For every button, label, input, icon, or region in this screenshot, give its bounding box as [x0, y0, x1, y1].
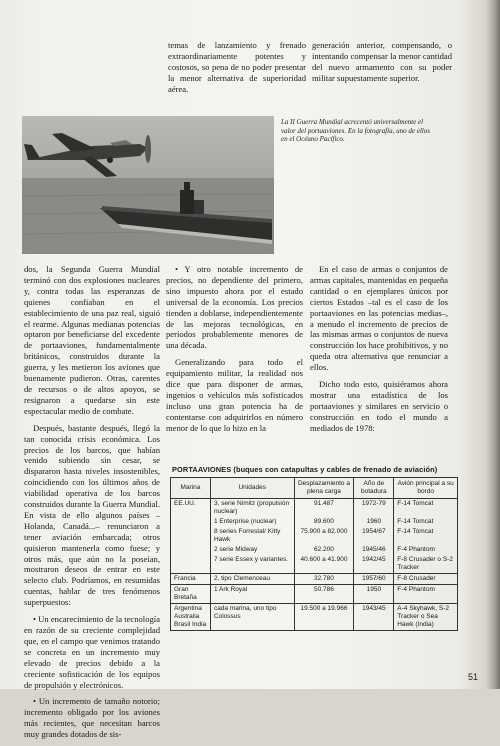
column-header: Desplazamiento a plena carga [294, 478, 354, 499]
cell-marina [171, 527, 211, 545]
bullet-paragraph: • Y otro notable incremento de precios, no dependiente del primero, sino impuesto ahora por el estado universal de la economía. Los precios tienden a doblarse, independientemente de las mejoras tecnológicas, en períodos probablemente menores de una década. [166, 264, 303, 351]
cell-marina [171, 555, 211, 574]
cell-desplazamiento: 89.600 [294, 517, 354, 527]
cell-marina: EE.UU. [171, 499, 211, 518]
cell-avion: F-14 Tomcat [394, 527, 458, 545]
cell-desplazamiento: 40.600 a 41.900 [294, 555, 354, 574]
column-left [24, 264, 160, 746]
table-row [171, 604, 458, 631]
cell-anio: 1945/46 [354, 545, 394, 555]
column-header: Unidades [210, 478, 294, 499]
cell-anio: 1942/45 [354, 555, 394, 574]
page-edge-shadow [486, 0, 500, 689]
bullet-paragraph: • Un encarecimiento de la tecnología en razón de su creciente complejidad que, en el campo que venimos tratando se concreta en un incremento muy elevado de precios debido a la creciente sofisticación de los equipos de propulsión y electrónicos. [24, 614, 160, 690]
top-column-middle [168, 40, 306, 101]
cell-anio: 1950 [354, 585, 394, 604]
cell-avion: A-4 Skyhawk, S-2 Tracker o Sea Hawk (India) [394, 604, 458, 631]
cell-avion: F-8 Crusader [394, 574, 458, 585]
column-middle [166, 264, 303, 440]
paragraph: Dicho todo esto, quisiéramos ahora mostrar una estadística de los portaaviones y similares en servicio o construcción en todo el mundo a mediados de 1978: [310, 379, 448, 433]
table-row [171, 527, 458, 545]
cell-anio: 1960 [354, 517, 394, 527]
cell-unidades: 2 serie Midway [210, 545, 294, 555]
bullet-paragraph: • Un incremento de tamaño notorio; incremento obligado por los aviones más recientes, que necesitan barcos muy grandes dotados de sis- [24, 696, 160, 740]
page-number: 51 [468, 672, 479, 682]
cell-anio: 1943/45 [354, 604, 394, 631]
cell-avion: F-4 Phantom [394, 585, 458, 604]
cell-desplazamiento: 32.780 [294, 574, 354, 585]
photo-illustration [22, 116, 274, 254]
paragraph: Generalizando para todo el equipamiento militar, la realidad nos dice que para disponer de armas, ingenios o vehículos más sofisticados incluso una gran potencia ha de contentarse con adquirirlos en número menor de lo que lo hizo en la [166, 357, 303, 433]
table-row [171, 499, 458, 518]
paragraph: generación anterior, compensando, o intentando compensar la menor cantidad del nuevo armamento con su poder militar supuestamente superior. [312, 40, 452, 83]
cell-marina [171, 517, 211, 527]
photo-caption: La II Guerra Mundial acrecentó universalmente el valor del portaaviones. En la fotografía, uno de ellos en el Océano Pacífico. [281, 118, 430, 144]
cell-unidades: 7 serie Essex y variantes. [210, 555, 294, 574]
cell-avion: F-4 Phantom [394, 545, 458, 555]
column-right [310, 264, 448, 440]
cell-desplazamiento: 19.500 a 19.966 [294, 604, 354, 631]
paragraph: Después, bastante después, llegó la tan conocida crisis económica. Los precios de los barcos, que habían venido subiendo sin cesar, se dispararon hasta niveles insostenibles, coincidiendo con los últimos años de viabilidad operativa de los barcos construidos durante la Guerra Mundial. En vista de ello algunos países –Holanda, Canadá...– renunciaron a tener aviación embarcada; otros quisieron mantenerla como fuese; y otros más, que aún no la poseían, mostraron deseos de entrar en este selecto club. Podríamos, en resumidas cuentas, hablar de tres fenómenos superpuestos: [24, 422, 160, 608]
paragraph: dos, la Segunda Guerra Mundial terminó con dos explosiones nucleares y, contra todas las esperanzas de quienes confiaban en el establecimiento de una paz real, siguió el rearme. Algunas medianas potencias optaron por beneficiarse del excedente de portaaviones, fundamentalmente británicos, construidos durante la guerra, y les metieron los aviones que buenamente pudieron. Otras, carentes de recursos o de altos apoyos, se resignaron a quedarse sin este espectacular medio de combate. [24, 264, 160, 416]
paragraph: En el caso de armas o conjuntos de armas capitales, mantenidas en pequeña cantidad o en ejemplares únicos por ciertos Estados –tal es el caso de los portaaviones en las potencias medias–, a menudo el incremento de precios de las mismas armas o conjuntos de nueva construcción los hace prohibitivos, y no queda otra alternativa que renunciar a ellos. [310, 264, 448, 373]
cell-avion: F-14 Tomcat [394, 517, 458, 527]
cell-unidades: 1 Enterprise (nuclear) [210, 517, 294, 527]
table-title: PORTAAVIONES (buques con catapultas y cables de frenado de aviación) [172, 465, 438, 474]
table-row [171, 555, 458, 574]
cell-desplazamiento: 50.786 [294, 585, 354, 604]
paragraph: temas de lanzamiento y frenado extraordinariamente potentes y costosos, so pena de no poder presentar la menor alternativa de superioridad aérea. [168, 40, 306, 94]
column-header: Marina [171, 478, 211, 499]
cell-unidades: 3, serie Nimitz (propulsión nuclear) [210, 499, 294, 518]
cell-desplazamiento: 91.487 [294, 499, 354, 518]
cell-marina: Francia [171, 574, 211, 585]
table-row [171, 545, 458, 555]
carriers-table [170, 477, 458, 631]
column-header: Año de botadura [354, 478, 394, 499]
cell-unidades: 1 Ark Royal [210, 585, 294, 604]
cell-marina [171, 545, 211, 555]
cell-desplazamiento: 75.900 a 82.000 [294, 527, 354, 545]
cell-unidades: 8 series Forrestal/ Kitty Hawk [210, 527, 294, 545]
cell-anio: 1972-79 [354, 499, 394, 518]
cell-anio: 1957/60 [354, 574, 394, 585]
cell-anio: 1954/67 [354, 527, 394, 545]
cell-unidades: 2, tipo Clemenceau [210, 574, 294, 585]
table-row [171, 574, 458, 585]
cell-avion: F-8 Crusader o S-2 Tracker [394, 555, 458, 574]
cell-marina: Gran Bretaña [171, 585, 211, 604]
cell-avion: F-14 Tomcat [394, 499, 458, 518]
table-row [171, 517, 458, 527]
column-header: Avión principal a su bordo [394, 478, 458, 499]
cell-desplazamiento: 62.200 [294, 545, 354, 555]
cell-marina: Argentina Australia Brasil India [171, 604, 211, 631]
cell-unidades: cada marina, uno tipo Colossus [210, 604, 294, 631]
table-row [171, 585, 458, 604]
aircraft-carrier-photo [22, 116, 274, 254]
top-column-right [312, 40, 452, 90]
